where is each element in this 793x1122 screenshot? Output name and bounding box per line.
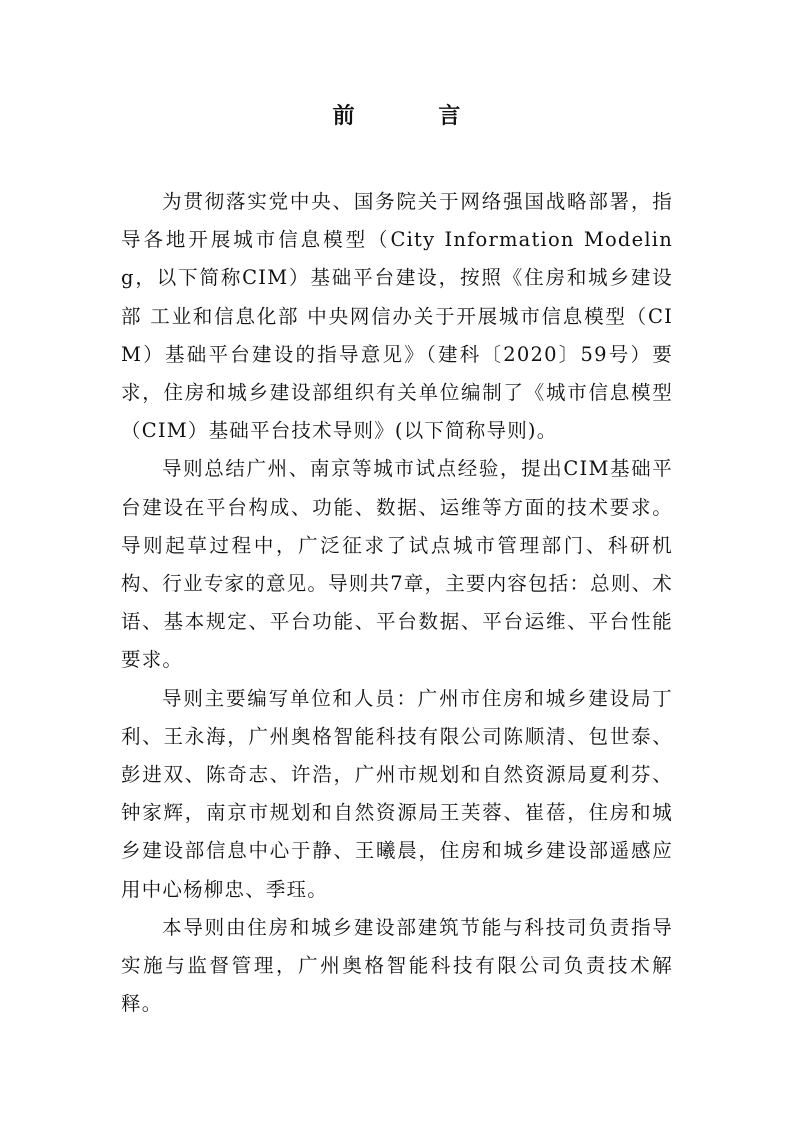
paragraph-purpose: 为贯彻落实党中央、国务院关于网络强国战略部署，指导各地开展城市信息模型（City Information Modeling，以下简称CIM）基础平台建设，按照《住房和城乡建设部 工业和信息化部 中央网信办关于开展城市信息模型（CIM）基础平台建设的指导意见》（建科〔2020〕59号）要求，住房和城乡建设部组织有关单位编制了《城市信息模型（CIM）基础平台技术导则》(以下简称导则)。: [121, 190, 673, 443]
document-body: [121, 183, 673, 1023]
paragraph-management: 本导则由住房和城乡建设部建筑节能与科技司负责指导实施与监督管理，广州奥格智能科技有限公司负责技术解释。: [121, 915, 673, 1016]
paragraph-authors: 导则主要编写单位和人员：广州市住房和城乡建设局丁利、王永海，广州奥格智能科技有限公司陈顺清、包世泰、彭进双、陈奇志、许浩，广州市规划和自然资源局夏利芬、钟家辉，南京市规划和自然资源局王芙蓉、崔蓓，住房和城乡建设部信息中心于静、王曦晨，住房和城乡建设部遥感应用中心杨柳忠、季珏。: [121, 686, 673, 901]
page-title: 前 言: [332, 104, 499, 129]
paragraph-summary: 导则总结广州、南京等城市试点经验，提出CIM基础平台建设在平台构成、功能、数据、运维等方面的技术要求。导则起草过程中，广泛征求了试点城市管理部门、科研机构、行业专家的意见。导则共7章，主要内容包括：总则、术语、基本规定、平台功能、平台数据、平台运维、平台性能要求。: [121, 457, 673, 672]
